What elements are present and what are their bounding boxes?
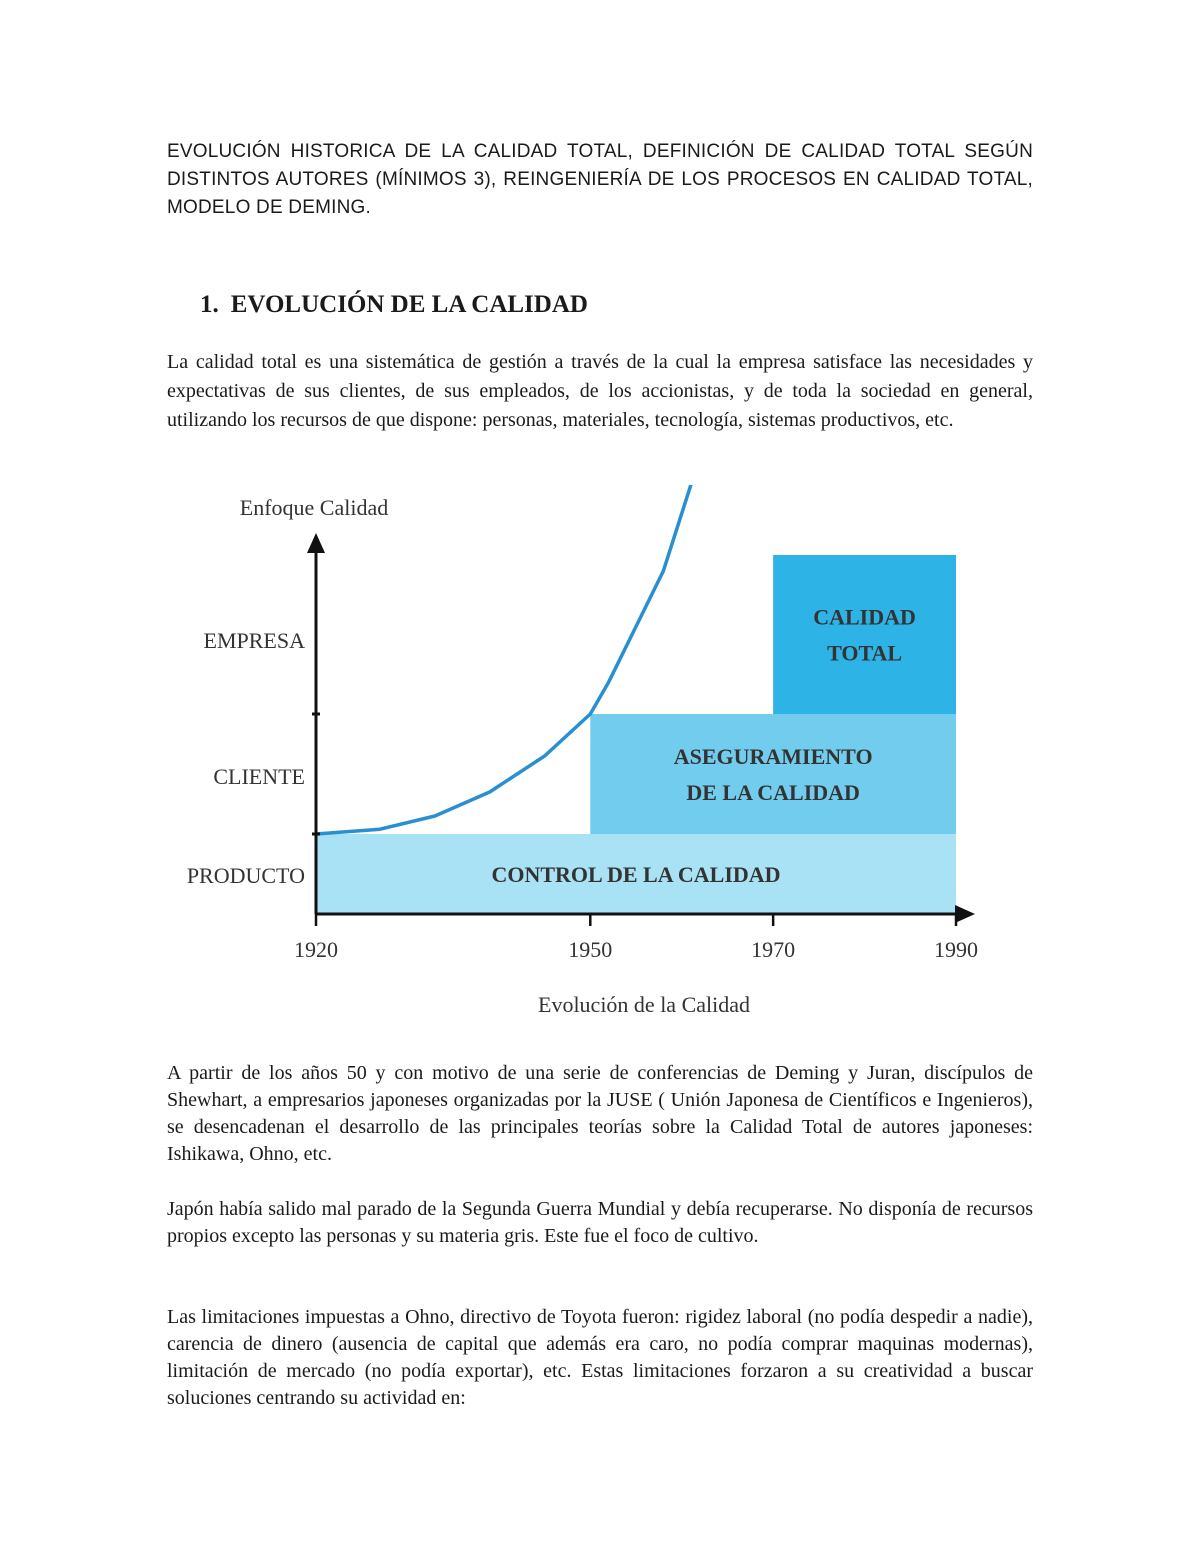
paragraph-definition: La calidad total es una sistemática de gestión a través de la cual la empresa satisface las necesidades y expectativas de sus clientes, de sus empleados, de los accionistas, y de toda la sociedad en general, utilizando los recursos de que dispone: personas, materiales, tecnología, sistemas productivos, etc.: [167, 351, 1033, 431]
x-tick-label-1990: 1990: [934, 937, 978, 962]
x-tick-label-1970: 1970: [751, 937, 796, 962]
region-label-2-1: ASEGURAMIENTO: [673, 744, 873, 769]
assignment-prompt: EVOLUCIÓN HISTORICA DE LA CALIDAD TOTAL, DEFINICIÓN DE CALIDAD TOTAL SEGÚN DISTINTOS AUTORES (MÍNIMOS 3), REINGENIERÍA DE LOS PROCESOS EN CALIDAD TOTAL, MODELO DE DEMING.: [167, 141, 1033, 218]
chart-svg: [160, 485, 990, 1030]
quality-evolution-chart: [160, 485, 990, 1030]
section-number: 1.: [200, 291, 219, 318]
paragraph-ohno: Las limitaciones impuestas a Ohno, directivo de Toyota fueron: rigidez laboral (no podía despedir a nadie), carencia de dinero (ausencia de capital que además era caro, no podía comprar maquinas modernas), limitación de mercado (no podía exportar), etc. Estas limitaciones forzaron a su creatividad a buscar soluciones centrando su actividad en:: [167, 1306, 1033, 1409]
x-axis-arrow: [955, 905, 975, 923]
y-axis-title: Enfoque Calidad: [239, 495, 389, 520]
x-tick-label-1950: 1950: [568, 937, 613, 962]
y-level-label-3: EMPRESA: [203, 628, 305, 653]
paragraph-japan: Japón había salido mal parado de la Segunda Guerra Mundial y debía recuperarse. No disponía de recursos propios excepto las personas y su materia gris. Este fue el foco de cultivo.: [167, 1198, 1033, 1247]
y-level-label-1: PRODUCTO: [186, 863, 305, 888]
section-heading: [200, 287, 588, 323]
x-axis-title: Evolución de la Calidad: [538, 992, 750, 1017]
region-label-3-2: TOTAL: [827, 640, 903, 666]
y-level-label-2: CLIENTE: [213, 764, 305, 789]
region-label-2-2: DE LA CALIDAD: [686, 780, 860, 805]
region-label-1-1: CONTROL DE LA CALIDAD: [491, 862, 781, 887]
region-2: [590, 714, 956, 834]
paragraph-history: A partir de los años 50 y con motivo de una serie de conferencias de Deming y Juran, discípulos de Shewhart, a empresarios japoneses organizadas por la JUSE ( Unión Japonesa de Científicos e Ingenieros), se desencadenan el desarrollo de las principales teorías sobre la Calidad Total de autores japoneses: Ishikawa, Ohno, etc.: [167, 1062, 1033, 1165]
region-3: [773, 555, 956, 714]
y-axis-arrow: [307, 533, 325, 553]
region-label-3-1: CALIDAD: [813, 604, 916, 630]
x-tick-label-1920: 1920: [294, 937, 338, 962]
section-title: EVOLUCIÓN DE LA CALIDAD: [230, 291, 588, 318]
